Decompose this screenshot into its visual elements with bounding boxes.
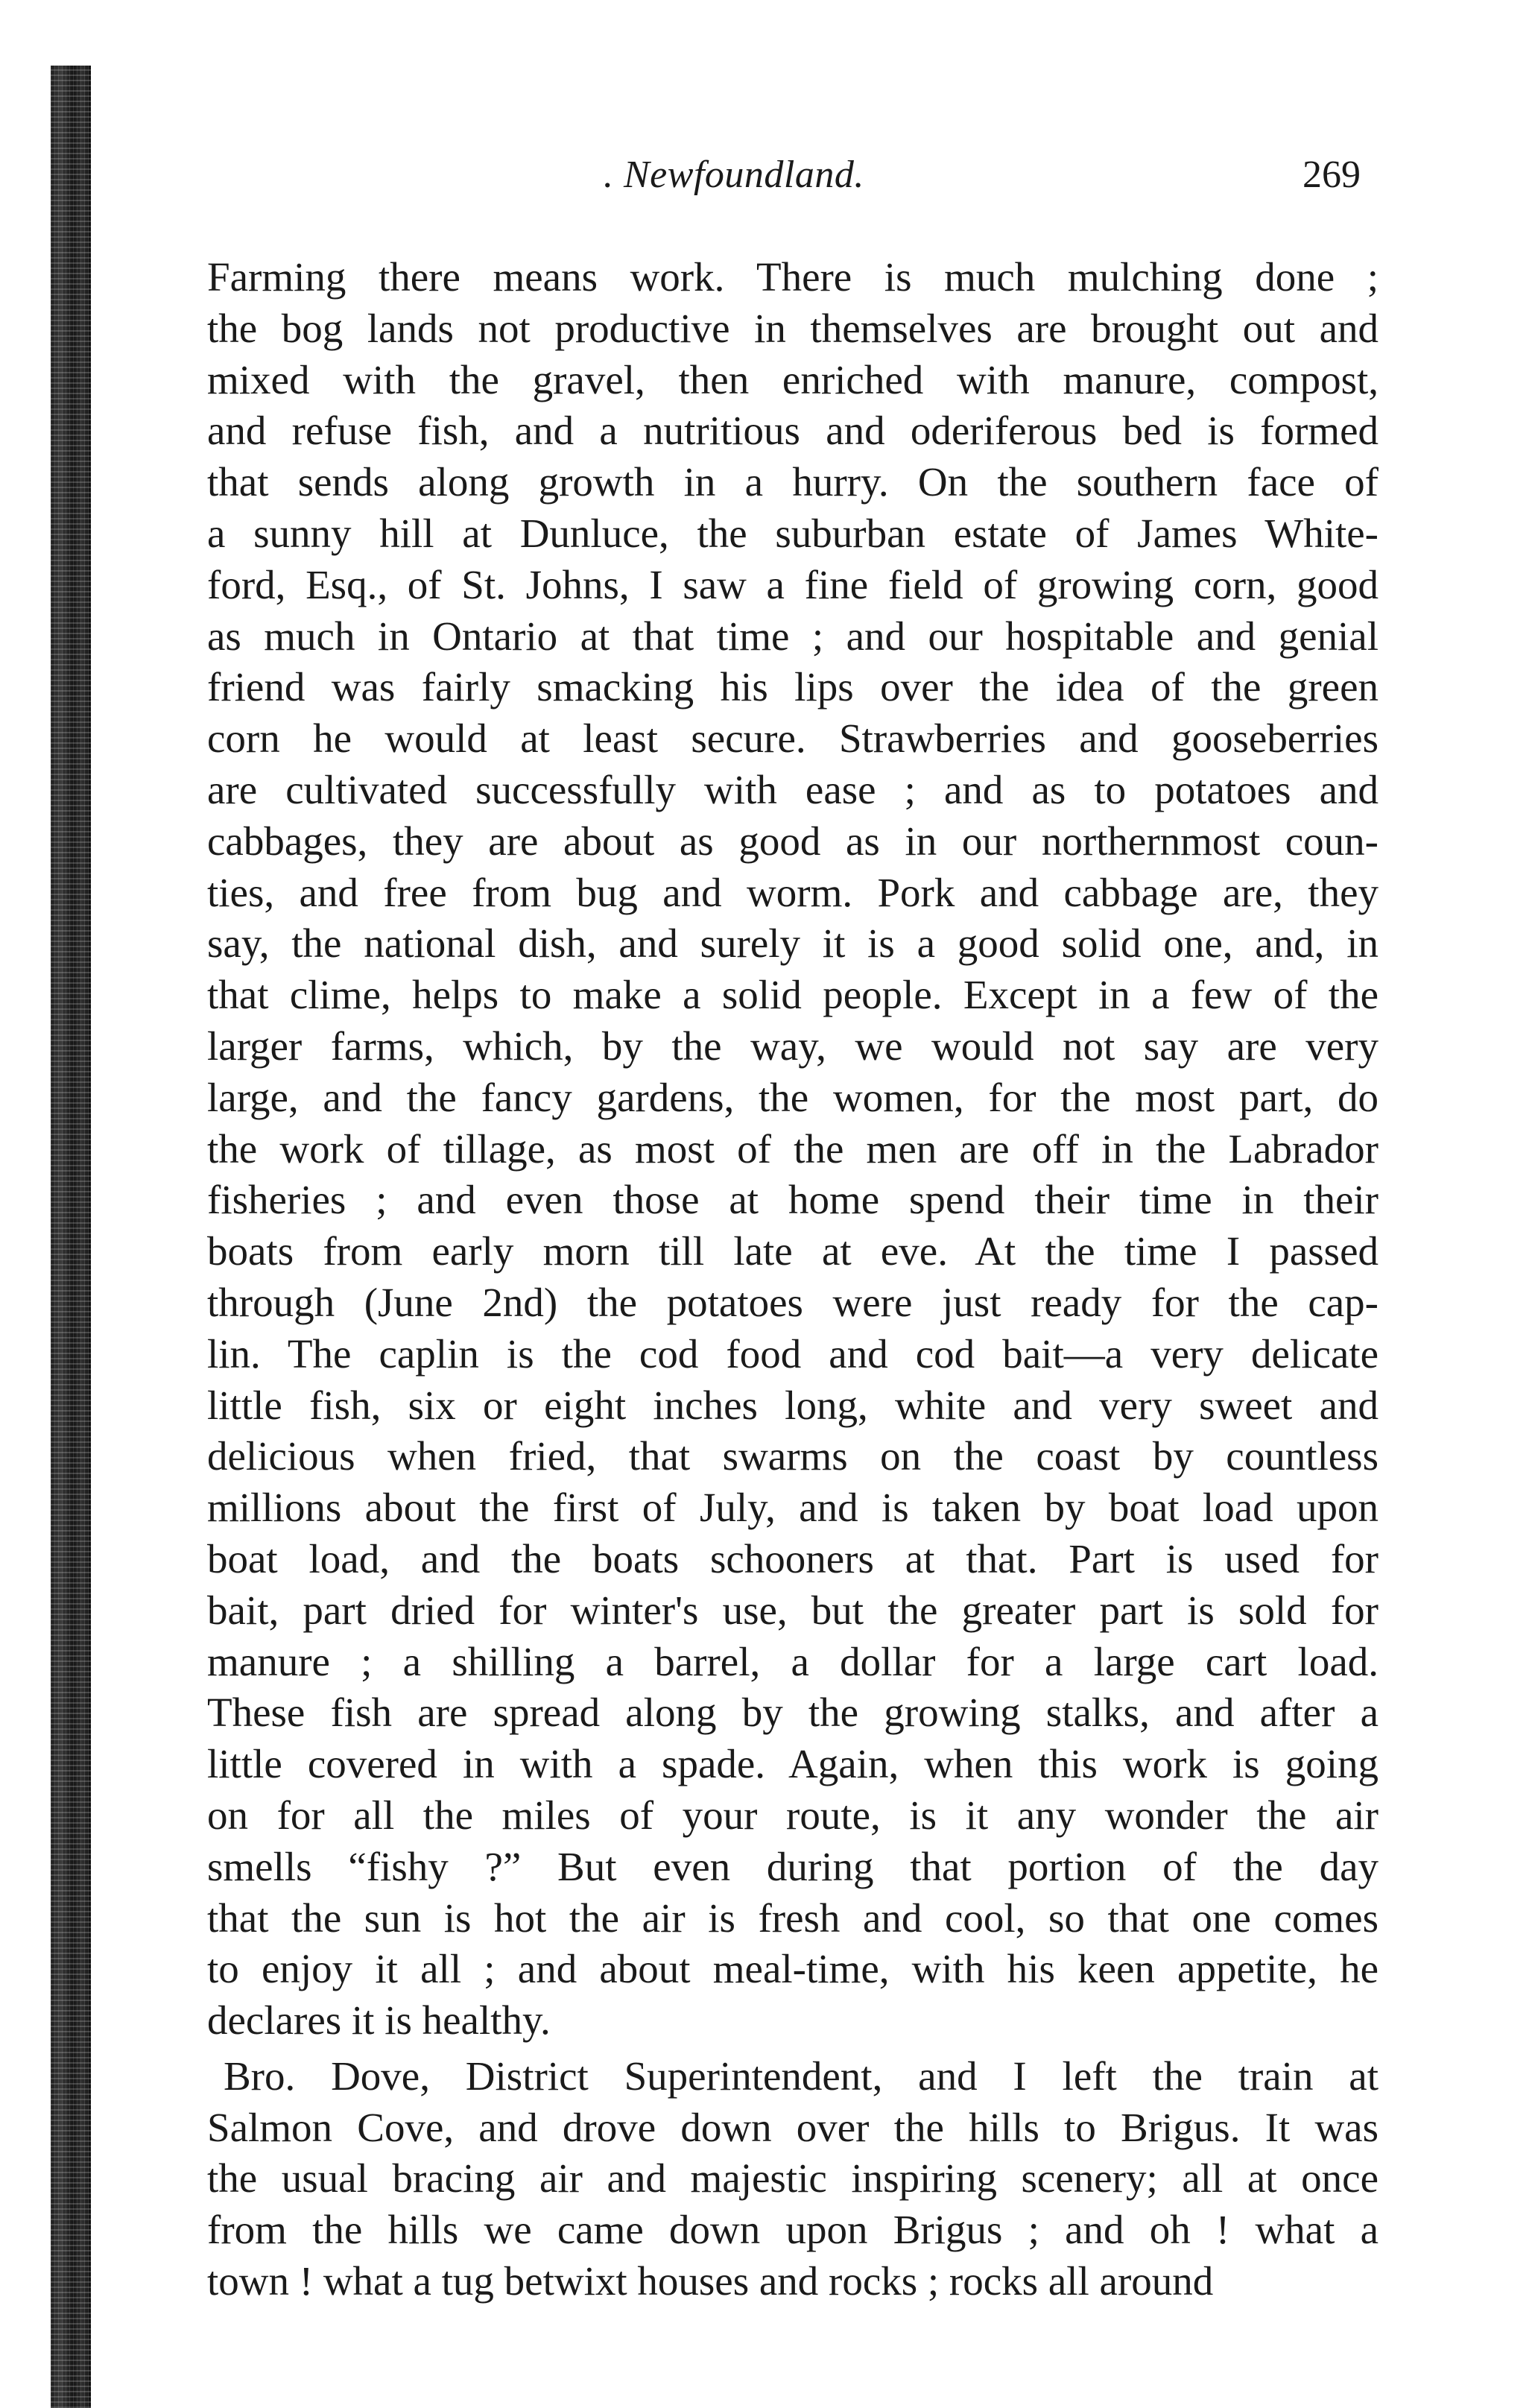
text-line: lin. The caplin is the cod food and cod bait—a very delicate — [207, 1330, 1379, 1377]
text-line: smells “fishy ?” But even during that portion of the day — [207, 1843, 1379, 1889]
text-line: the work of tillage, as most of the men are off in the Labrador — [207, 1125, 1379, 1172]
running-title: . Newfoundland. — [604, 154, 864, 196]
paragraph — [207, 2051, 1379, 2307]
running-head — [0, 153, 1532, 205]
text-line: and refuse fish, and a nutritious and oderiferous bed is formed — [207, 408, 1379, 454]
text-line: millions about the first of July, and is taken by boat load upon — [207, 1485, 1379, 1531]
text-line: that the sun is hot the air is fresh and cool, so that one comes — [207, 1895, 1379, 1941]
text-line: as much in Ontario at that time ; and our hospitable and genial — [207, 613, 1379, 659]
text-line: little fish, six or eight inches long, white and very sweet and — [207, 1382, 1379, 1428]
text-line: ties, and free from bug and worm. Pork and cabbage are, they — [207, 869, 1379, 915]
text-line: cabbages, they are about as good as in our northernmost coun- — [207, 818, 1379, 864]
text-line: delicious when fried, that swarms on the coast by countless — [207, 1433, 1379, 1479]
text-line: corn he would at least secure. Strawberries and gooseberries — [207, 715, 1379, 762]
page-binding-edge — [51, 66, 91, 2408]
text-line: town ! what a tug betwixt houses and rocks ; rocks all around — [207, 2258, 1214, 2304]
text-line: friend was fairly smacking his lips over the idea of the green — [207, 664, 1379, 710]
text-line: larger farms, which, by the way, we would not say are very — [207, 1023, 1379, 1069]
text-line: boats from early morn till late at eve. At the time I passed — [207, 1228, 1379, 1274]
text-line: little covered in with a spade. Again, when this work is going — [207, 1741, 1379, 1787]
paragraph — [207, 252, 1379, 2047]
text-line: that sends along growth in a hurry. On the southern face of — [207, 459, 1379, 505]
text-line: fisheries ; and even those at home spend their time in their — [207, 1177, 1379, 1223]
text-line: ford, Esq., of St. Johns, I saw a fine field of growing corn, good — [207, 561, 1379, 607]
text-line: boat load, and the boats schooners at that. Part is used for — [207, 1535, 1379, 1581]
text-line: These fish are spread along by the growing stalks, and after a — [207, 1690, 1379, 1736]
text-line: say, the national dish, and surely it is a good solid one, and, in — [207, 920, 1379, 967]
text-line: on for all the miles of your route, is it any wonder the air — [207, 1792, 1379, 1838]
text-line: through (June 2nd) the potatoes were just ready for the cap- — [207, 1279, 1379, 1325]
text-line: manure ; a shilling a barrel, a dollar for a large cart load. — [207, 1638, 1379, 1684]
text-line: from the hills we came down upon Brigus ; and oh ! what a — [207, 2207, 1379, 2253]
body-text — [207, 252, 1379, 2307]
text-line: bait, part dried for winter's use, but the greater part is sold for — [207, 1587, 1379, 1633]
text-line: are cultivated successfully with ease ; and as to potatoes and — [207, 766, 1379, 812]
page-number: 269 — [1302, 154, 1361, 196]
text-line: Bro. Dove, District Superintendent, and I left the train at — [224, 2053, 1379, 2099]
text-line: to enjoy it all ; and about meal-time, with his keen appetite, he — [207, 1946, 1379, 1992]
text-line: Salmon Cove, and drove down over the hills to Brigus. It was — [207, 2104, 1379, 2150]
text-line: declares it is healthy. — [207, 1997, 551, 2044]
text-line: a sunny hill at Dunluce, the suburban estate of James White- — [207, 510, 1379, 556]
text-line: the usual bracing air and majestic inspiring scenery; all at once — [207, 2155, 1379, 2202]
text-line: Farming there means work. There is much mulching done ; — [207, 254, 1379, 300]
text-line: that clime, helps to make a solid people. Except in a few of the — [207, 972, 1379, 1018]
text-line: the bog lands not productive in themselves are brought out and — [207, 305, 1379, 351]
text-line: mixed with the gravel, then enriched with manure, compost, — [207, 356, 1379, 402]
text-line: large, and the fancy gardens, the women, for the most part, do — [207, 1074, 1379, 1120]
